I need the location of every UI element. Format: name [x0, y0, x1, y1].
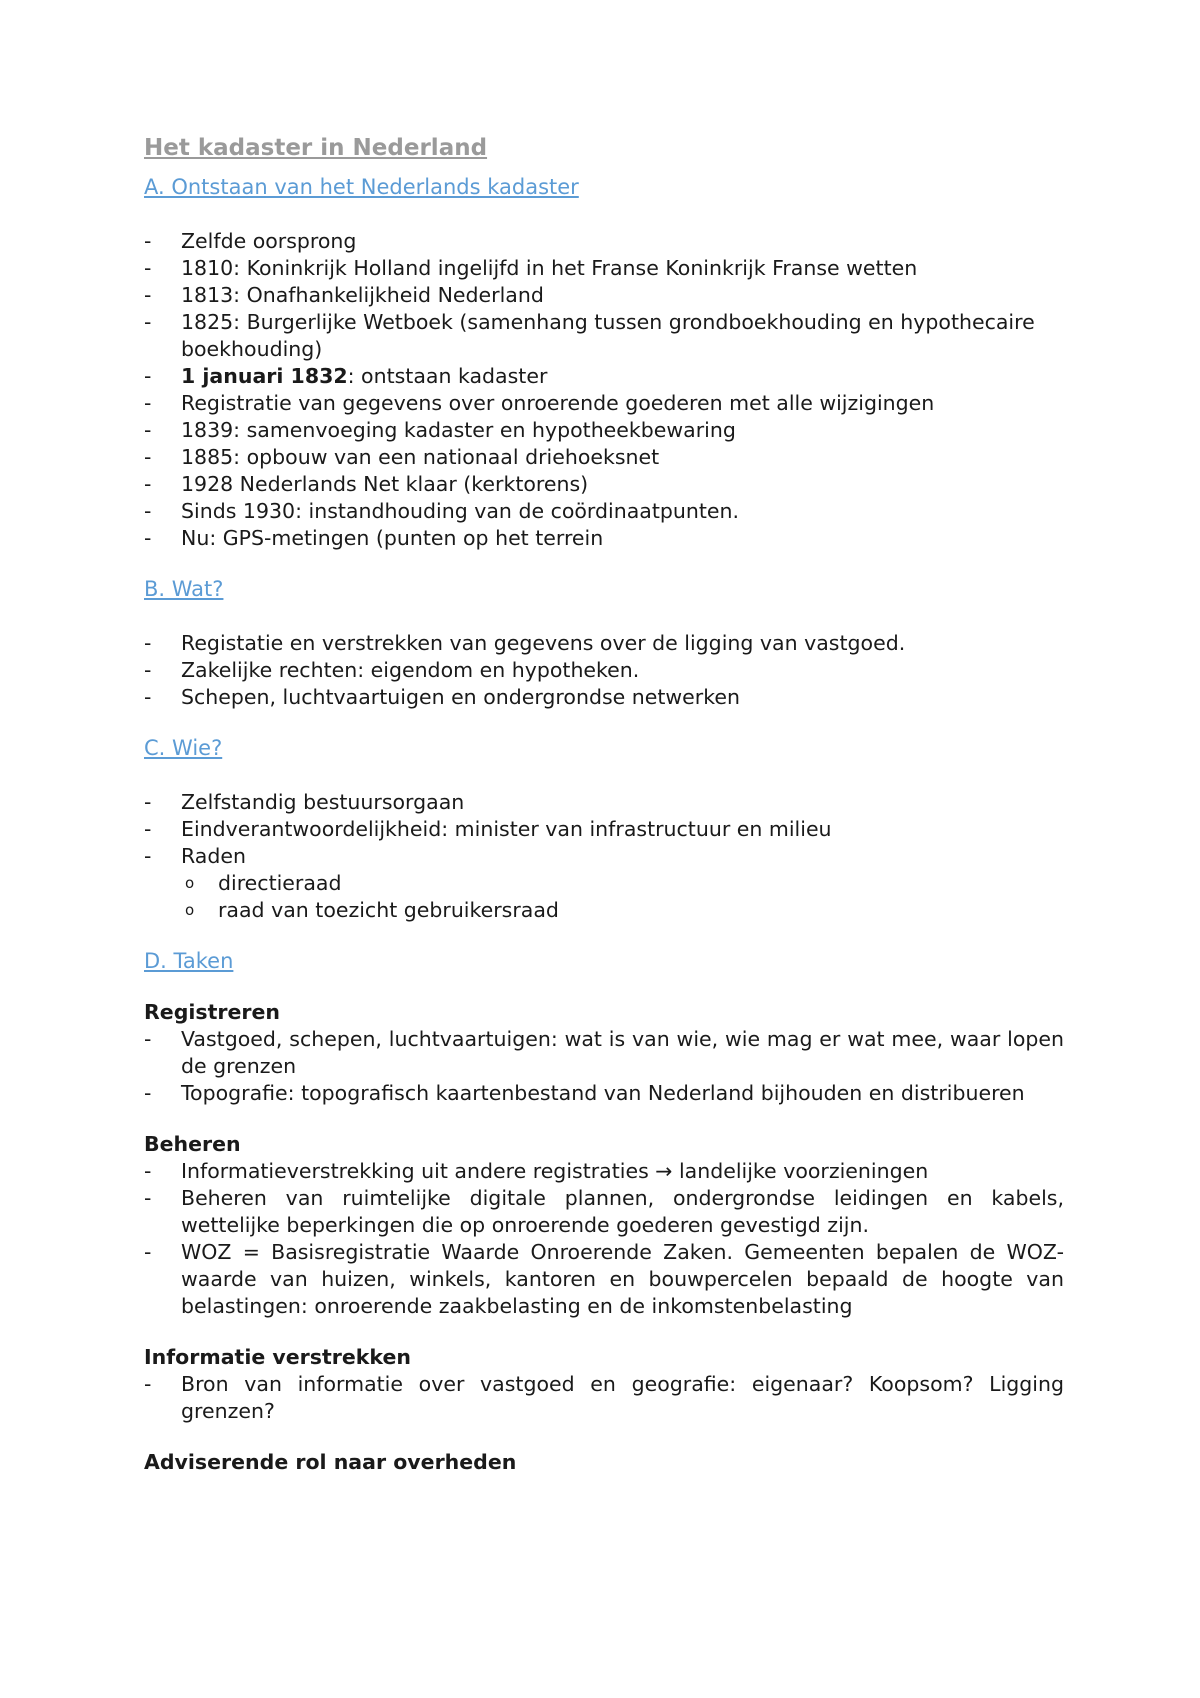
list-item: - 1 januari 1832: ontstaan kadaster [144, 364, 548, 388]
section-a-list [144, 228, 1064, 552]
sub-list-item: o raad van toezicht gebruikersraad [185, 898, 559, 922]
list-item: - 1810: Koninkrijk Holland ingelijfd in het Franse Koninkrijk Franse wetten [144, 256, 918, 280]
list-item: - Registratie van gegevens over onroerende goederen met alle wijzigingen [144, 391, 935, 415]
section-heading-a: A. Ontstaan van het Nederlands kadaster [144, 175, 579, 199]
list-item: - Bron van informatie over vastgoed en geografie: eigenaar? Koopsom? Ligging grenzen? [144, 1372, 1064, 1423]
list-item: - Nu: GPS-metingen (punten op het terrein [144, 526, 604, 550]
list-item: - Zelfde oorsprong [144, 229, 357, 253]
section-heading-d: D. Taken [144, 949, 234, 973]
list-item: - Zakelijke rechten: eigendom en hypotheken. [144, 658, 640, 682]
subheading-adviserende-rol: Adviserende rol naar overheden [144, 1450, 517, 1474]
list-item: - 1839: samenvoeging kadaster en hypotheekbewaring [144, 418, 736, 442]
list-item: - Beheren van ruimtelijke digitale plannen, ondergrondse leidingen en kabels, wettelijke beperkingen die op onroerende goederen gevestigd zijn. [144, 1186, 1064, 1237]
registreren-list [144, 1026, 1064, 1107]
section-c-list [144, 789, 1064, 924]
informatie-list [144, 1371, 1064, 1425]
subheading-informatie-verstrekken: Informatie verstrekken [144, 1345, 412, 1369]
bold-date: 1 januari 1832 [181, 364, 348, 388]
section-heading-c: C. Wie? [144, 736, 223, 760]
list-item: - Topografie: topografisch kaartenbestand van Nederland bijhouden en distribueren [144, 1081, 1025, 1105]
beheren-list [144, 1158, 1064, 1320]
section-heading-b: B. Wat? [144, 577, 224, 601]
list-item: - Eindverantwoordelijkheid: minister van infrastructuur en milieu [144, 817, 832, 841]
list-item: - Sinds 1930: instandhouding van de coördinaatpunten. [144, 499, 740, 523]
list-item: - 1825: Burgerlijke Wetboek (samenhang tussen grondboekhouding en hypothecaire boekhouding) [144, 310, 1035, 361]
list-item: - Schepen, luchtvaartuigen en ondergrondse netwerken [144, 685, 740, 709]
list-item: - Vastgoed, schepen, luchtvaartuigen: wat is van wie, wie mag er wat mee, waar lopen de grenzen [144, 1027, 1064, 1078]
list-item: - Informatieverstrekking uit andere registraties → landelijke voorzieningen [144, 1159, 929, 1183]
list-item: - 1885: opbouw van een nationaal driehoeksnet [144, 445, 660, 469]
list-item: - Registatie en verstrekken van gegevens over de ligging van vastgoed. [144, 631, 906, 655]
document-page [144, 128, 1064, 1476]
list-item: - Zelfstandig bestuursorgaan [144, 790, 465, 814]
section-b-list [144, 630, 1064, 711]
sub-list-item: o directieraad [185, 871, 342, 895]
subheading-beheren: Beheren [144, 1132, 241, 1156]
document-title: Het kadaster in Nederland [144, 135, 488, 161]
subheading-registreren: Registreren [144, 1000, 281, 1024]
list-item: - 1928 Nederlands Net klaar (kerktorens) [144, 472, 589, 496]
list-item: - Raden [144, 844, 246, 868]
list-item: - 1813: Onafhankelijkheid Nederland [144, 283, 544, 307]
list-item: - WOZ = Basisregistratie Waarde Onroerende Zaken. Gemeenten bepalen de WOZ-waarde van huizen, winkels, kantoren en bouwpercelen bepaald de hoogte van belastingen: onroerende zaakbelasting en de inkomstenbelasting [144, 1240, 1064, 1318]
